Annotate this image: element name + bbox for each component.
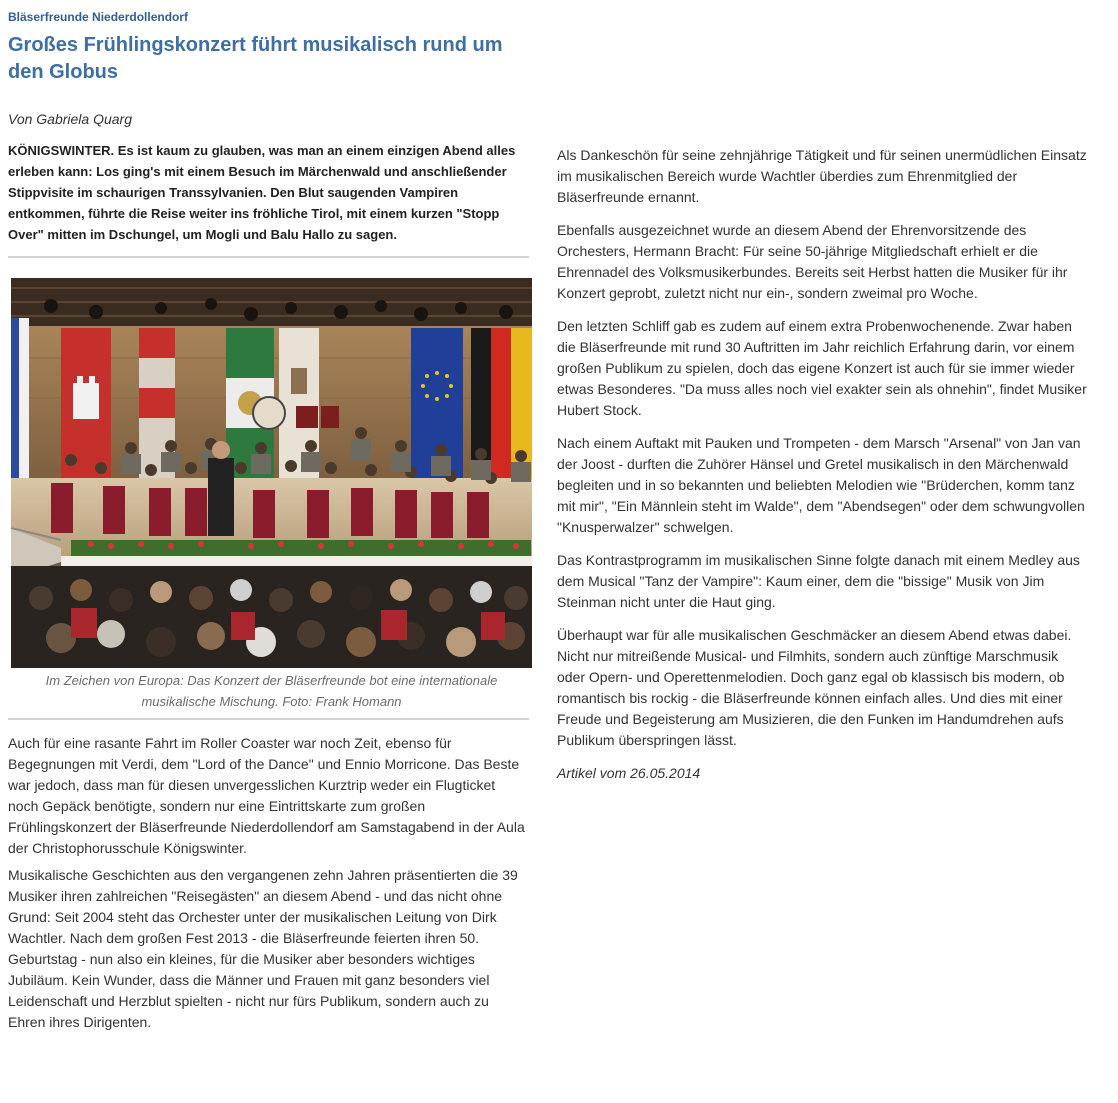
right-paragraph: Als Dankeschön für seine zehnjährige Tätigkeit und für seinen unermüdlichen Einsatz im musikalischen Bereich wurde Wachtler überdies zum Ehrenmitglied der Bläserfreunde ernannt. [557, 147, 1087, 205]
right-paragraph: Nach einem Auftakt mit Pauken und Trompeten - dem Marsch "Arsenal" von Jan van der Joost - durften die Zuhörer Hänsel und Gretel musikalisch in den Märchenwald begleiten und in so bekannten und beliebten Melodien wie "Brüderchen, komm tanz mit mir", "Ein Männlein steht im Walde", dem "Abendsegen" oder dem schwungvollen "Knusperwalzer" schwelgen. [557, 435, 1085, 535]
divider-top [8, 256, 529, 258]
divider-bottom [8, 718, 529, 720]
left-paragraph: Musikalische Geschichten aus den vergangenen zehn Jahren präsentierten die 39 Musiker ihren zahlreichen "Reisegästen" an diesem Abend - und das nicht ohne Grund: Seit 2004 steht das Orchester unter der musikalischen Leitung von Dirk Wachtler. Nach dem großen Fest 2013 - die Bläserfreunde feierten ihren 50. Geburtstag - nun also ein kleines, für die Musiker aber besonders wichtiges Jubiläum. Kein Wunder, dass die Männer und Frauen mit ganz besonders viel Leidenschaft und Herzblut spielten - nicht nur fürs Publikum, sondern auch zu Ehren ihres Dirigenten. [8, 867, 518, 1030]
concert-photo [11, 278, 532, 668]
article-author: Von Gabriela Quarg [8, 111, 132, 127]
image-caption: Im Zeichen von Europa: Das Konzert der Bläserfreunde bot eine internationale musikalische Mischung. Foto: Frank Homann [45, 673, 498, 709]
article-lead: KÖNIGSWINTER. Es ist kaum zu glauben, was man an einem einzigen Abend alles erleben kann: Los ging's mit einem Besuch im Märchenwald und anschließender Stippvisite im schaurigen Transsylvanien. Den Blut saugenden Vampiren entkommen, führte die Reise weiter ins fröhliche Tirol, mit einem kurzen "Stopp Over" mitten im Dschungel, um Mogli und Balu Hallo zu sagen. [8, 143, 516, 242]
left-paragraph: Auch für eine rasante Fahrt im Roller Coaster war noch Zeit, ebenso für Begegnungen mit Verdi, dem "Lord of the Dance" und Ennio Morricone. Das Beste war jedoch, dass man für diesen unvergesslichen Kurztrip weder ein Flugticket noch Gepäck benötigte, sondern nur eine Eintrittskarte zum großen Frühlingskonzert der Bläserfreunde Niederdollendorf am Samstagabend in der Aula der Christophorusschule Königswinter. [8, 735, 525, 856]
article-figure [11, 278, 532, 712]
article-right-column [557, 145, 1087, 784]
right-paragraph: Das Kontrastprogramm im musikalischen Sinne folgte danach mit einem Medley aus dem Musical "Tanz der Vampire": Kaum einer, dem die "bissige" Musik von Jim Steinman nicht unter die Haut ging. [557, 552, 1080, 610]
article-dateline: Artikel vom 26.05.2014 [557, 765, 701, 781]
right-paragraph: Ebenfalls ausgezeichnet wurde an diesem Abend der Ehrenvorsitzende des Orchesters, Hermann Bracht: Für seine 50-jährige Mitgliedschaft erhielt er die Ehrennadel des Volksmusikerbundes. Bereits seit Herbst hatten die Musiker für ihr Konzert geprobt, zuletzt nicht nur ein-, sondern zweimal pro Woche. [557, 222, 1068, 301]
article-left-column [8, 8, 529, 1033]
article-kicker: Bläserfreunde Niederdollendorf [8, 10, 189, 24]
article-headline: Großes Frühlingskonzert führt musikalisch rund um den Globus [8, 34, 503, 83]
right-paragraph: Überhaupt war für alle musikalischen Geschmäcker an diesem Abend etwas dabei. Nicht nur mitreißende Musical- und Filmhits, sondern auch zünftige Marschmusik oder Opern- und Operettenmelodien. Doch ganz egal ob klassisch bis modern, ob romantisch bis rockig - die Bläserfreunde können einfach alles. Und dies mit einer Freude und Begeisterung am Musizieren, die den Funken im Handumdrehen aufs Publikum überspringen lässt. [557, 627, 1072, 748]
right-paragraph: Den letzten Schliff gab es zudem auf einem extra Probenwochenende. Zwar haben die Bläserfreunde mit rund 30 Auftritten im Jahr reichlich Erfahrung darin, vor einem großen Publikum zu spielen, doch das eigene Konzert ist auch für sie immer wieder etwas Besonderes. "Da muss alles noch viel exakter sein als ohnehin", findet Musiker Hubert Stock. [557, 318, 1087, 418]
